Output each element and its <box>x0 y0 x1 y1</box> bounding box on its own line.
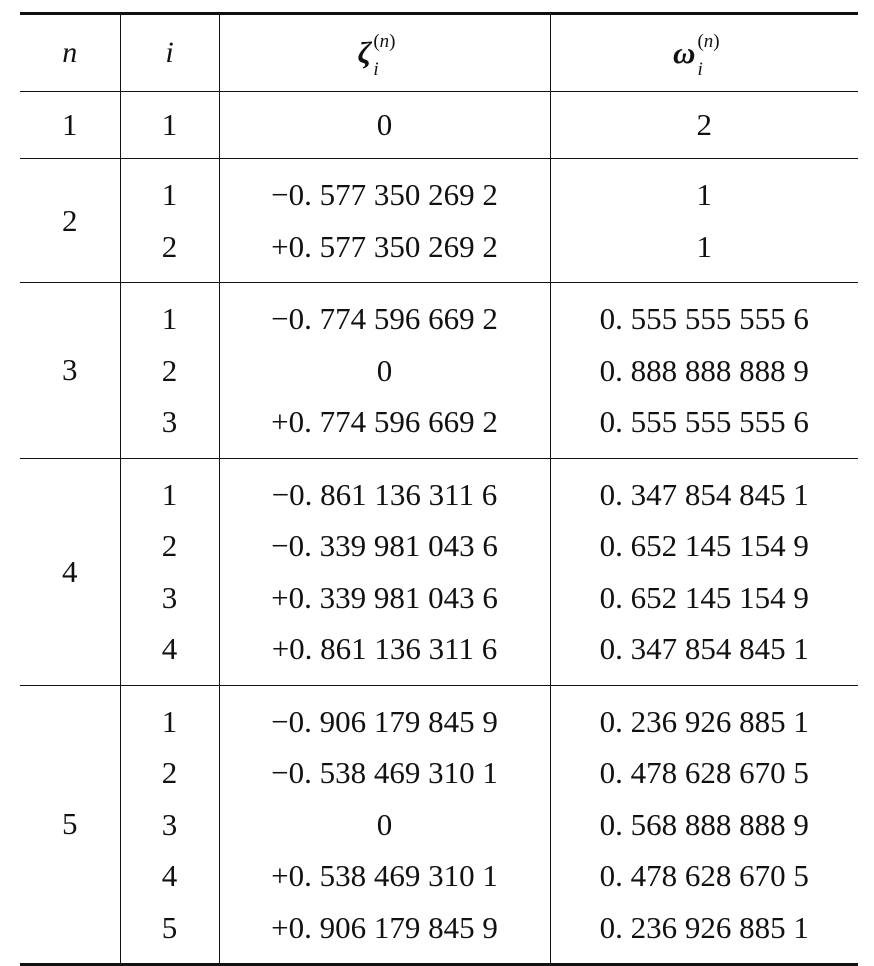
zeta-value: −0. 538 469 310 1 <box>271 755 498 790</box>
zeta-value: 0 <box>376 352 393 388</box>
zeta-superscript: (n) <box>373 31 396 53</box>
cell-n: 2 <box>62 202 78 238</box>
cell-i-stack <box>120 685 219 965</box>
zeta-symbol: ζ <box>357 34 372 70</box>
zeta-values <box>220 283 550 458</box>
cell-i-stack <box>120 283 219 459</box>
i-value: 1 <box>161 107 178 142</box>
cell-omega-stack <box>550 159 858 283</box>
zeta-value: 0 <box>376 806 393 842</box>
cell-zeta-stack <box>219 283 550 459</box>
cell-n: 1 <box>62 107 78 142</box>
zeta-value: +0. 906 179 845 9 <box>271 909 498 945</box>
zeta-values <box>220 92 550 158</box>
cell-omega-stack <box>550 458 858 685</box>
table-row-group-n3 <box>20 283 858 459</box>
i-value: 4 <box>161 858 178 893</box>
cell-i-stack <box>120 458 219 685</box>
gauss-quadrature-table <box>20 12 858 966</box>
cell-omega-stack <box>550 283 858 459</box>
header-n: n <box>62 36 78 69</box>
omega-value: 0. 236 926 885 1 <box>599 703 809 739</box>
cell-omega-stack <box>550 685 858 965</box>
i-value: 2 <box>161 755 178 790</box>
table-row-group-n1 <box>20 92 858 159</box>
i-values <box>121 686 219 964</box>
i-value: 1 <box>161 177 178 212</box>
omega-indices <box>695 31 735 81</box>
omega-values <box>551 459 859 685</box>
i-value: 2 <box>161 228 178 264</box>
zeta-value: +0. 339 981 043 6 <box>271 579 498 615</box>
omega-value: 1 <box>696 228 712 264</box>
header-i: i <box>120 14 219 92</box>
zeta-indices <box>371 31 411 81</box>
table-row-group-n4 <box>20 458 858 685</box>
zeta-value: 0 <box>376 107 393 142</box>
zeta-value: −0. 339 981 043 6 <box>271 528 498 563</box>
omega-values <box>551 159 859 282</box>
i-value: 1 <box>161 703 178 739</box>
zeta-value: −0. 861 136 311 6 <box>271 476 498 512</box>
zeta-superscript-n: n <box>379 31 390 53</box>
zeta-value: −0. 906 179 845 9 <box>271 703 498 739</box>
i-value: 1 <box>161 301 178 336</box>
i-value: 2 <box>161 352 178 388</box>
i-values <box>121 159 219 282</box>
header-omega <box>550 14 858 92</box>
omega-value: 0. 652 145 154 9 <box>599 528 809 563</box>
zeta-value: −0. 577 350 269 2 <box>271 177 498 212</box>
i-value: 5 <box>161 909 178 945</box>
omega-values <box>551 283 859 458</box>
cell-n: 3 <box>62 352 78 388</box>
zeta-value: −0. 774 596 669 2 <box>271 301 498 336</box>
i-values <box>121 92 219 158</box>
cell-zeta-stack <box>219 458 550 685</box>
cell-zeta-stack <box>219 685 550 965</box>
zeta-values <box>220 686 550 964</box>
i-values <box>121 283 219 458</box>
cell-zeta-stack <box>219 92 550 159</box>
i-value: 3 <box>161 404 178 439</box>
omega-value: 0. 236 926 885 1 <box>599 909 809 945</box>
table-header <box>20 14 858 92</box>
zeta-subscript: i <box>373 59 379 81</box>
i-value: 3 <box>161 579 178 615</box>
omega-value: 0. 652 145 154 9 <box>599 579 809 615</box>
zeta-value: +0. 577 350 269 2 <box>271 228 498 264</box>
cell-i-stack <box>120 159 219 283</box>
omega-value: 0. 888 888 888 9 <box>599 352 809 388</box>
omega-value: 2 <box>696 107 712 142</box>
omega-subscript: i <box>697 59 703 81</box>
cell-n: 4 <box>62 553 78 589</box>
omega-values <box>551 686 859 964</box>
i-values <box>121 459 219 685</box>
zeta-value: +0. 774 596 669 2 <box>271 404 498 439</box>
omega-values <box>551 92 859 158</box>
gauss-quadrature-table-container <box>20 12 858 966</box>
omega-value: 0. 347 854 845 1 <box>599 631 809 666</box>
table-row-group-n5 <box>20 685 858 965</box>
header-row <box>20 14 858 92</box>
cell-omega-stack <box>550 92 858 159</box>
i-value: 4 <box>161 631 178 666</box>
omega-superscript-n: n <box>703 31 714 53</box>
table-row-group-n2 <box>20 159 858 283</box>
i-value: 3 <box>161 806 178 842</box>
cell-n: 5 <box>62 806 78 842</box>
omega-value: 0. 347 854 845 1 <box>599 476 809 512</box>
i-value: 1 <box>161 476 178 512</box>
omega-value: 0. 478 628 670 5 <box>599 858 809 893</box>
zeta-value: +0. 538 469 310 1 <box>271 858 498 893</box>
i-value: 2 <box>161 528 178 563</box>
zeta-value: +0. 861 136 311 6 <box>271 631 498 666</box>
omega-superscript: (n) <box>697 31 720 53</box>
cell-i-stack <box>120 92 219 159</box>
omega-value: 0. 478 628 670 5 <box>599 755 809 790</box>
omega-value: 1 <box>696 177 712 212</box>
omega-value: 0. 568 888 888 9 <box>599 806 809 842</box>
omega-symbol: ω <box>673 34 696 70</box>
zeta-values <box>220 459 550 685</box>
header-zeta <box>219 14 550 92</box>
table-body <box>20 92 858 965</box>
zeta-values <box>220 159 550 282</box>
omega-value: 0. 555 555 555 6 <box>599 404 809 439</box>
cell-zeta-stack <box>219 159 550 283</box>
omega-value: 0. 555 555 555 6 <box>599 301 809 336</box>
